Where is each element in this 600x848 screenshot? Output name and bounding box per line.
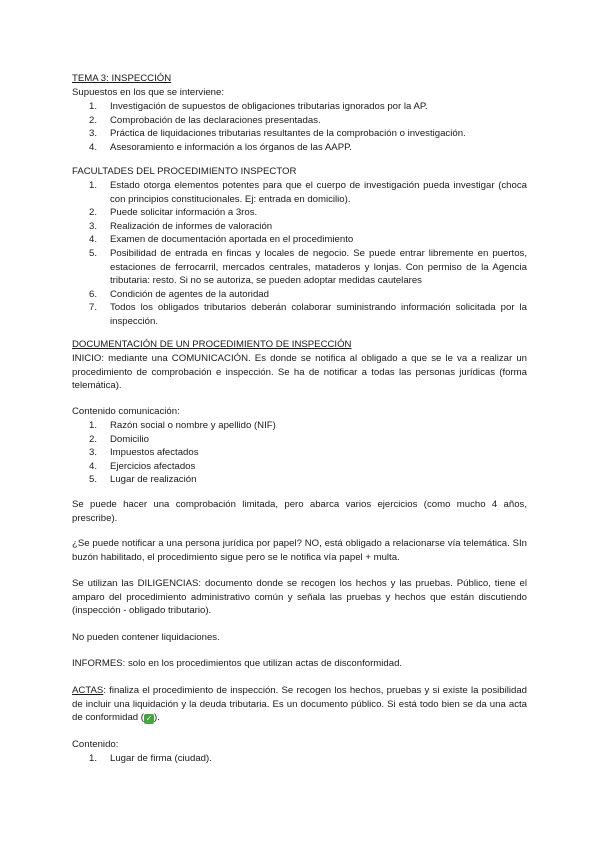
list-item: 5. Lugar de realización (89, 474, 197, 486)
supuestos-heading: Supuestos en los que se interviene: (72, 87, 225, 98)
facultades-list (72, 179, 527, 329)
list-item: 2. Puede solicitar información a 3ros. (89, 207, 258, 219)
contenido-acta-heading: Contenido: (72, 739, 119, 750)
actas-paragraph: ACTAS: finaliza el procedimiento de inspección. Se recogen los hechos, pruebas y si existe la posibilidad de incluir una liquidación y la deuda tributaria. Es un documento público. Si está todo bien se da una acta de conformidad ( ✓ ). (72, 685, 527, 724)
actas-label: ACTAS (72, 685, 104, 696)
list-item: 3. Impuestos afectados (89, 447, 199, 459)
list-item: 4. Examen de documentación aportada en el procedimiento (89, 234, 354, 246)
liquidaciones-paragraph: No pueden contener liquidaciones. (72, 632, 220, 643)
documentacion-heading: DOCUMENTACIÓN DE UN PROCEDIMIENTO DE INSPECCIÓN (72, 339, 352, 350)
diligencias-paragraph: Se utilizan las DILIGENCIAS: documento donde se recogen los hechos y las pruebas. Público, tiene el amparo del procedimiento administrativo común y señala las pruebas y hechos que están discutiendo (inspección - obligado tributario). (72, 578, 527, 617)
inicio-paragraph: INICIO: mediante una COMUNICACIÓN. Es donde se notifica al obligado a que se le va a realizar un procedimiento de comprobación e inspección. Se ha de notificar a todas las personas jurídicas (forma telemática). (72, 353, 527, 392)
list-item: 1. Investigación de supuestos de obligaciones tributarias ignorados por la AP. (89, 101, 428, 112)
list-item: 4. Ejercicios afectados (89, 460, 196, 472)
contenido-acta-list (72, 752, 527, 766)
list-item: 4. Asesoramiento e información a los órganos de las AAPP. (89, 141, 352, 153)
list-item: 5. Posibilidad de entrada en fincas y locales de negocio. Se puede entrar libremente en puertos, estaciones de ferrocarril, mercados centrales, mataderos y lonjas. Con permiso de la Agencia tributaria: resto. Si no se autoriza, se pueden adoptar medidas cautelares (89, 247, 527, 287)
list-item: 3. Práctica de liquidaciones tributarias resultantes de la comprobación o investigación. (89, 128, 466, 140)
list-item: 3. Realización de informes de valoración (89, 220, 273, 232)
list-item: 1. Razón social o nombre y apellido (NIF) (89, 420, 276, 431)
informes-paragraph: INFORMES: solo en los procedimientos que utilizan actas de disconformidad. (72, 658, 403, 669)
list-item: 7. Todos los obligados tributarios deberán colaborar suministrando información solicitada por la inspección. (89, 302, 527, 327)
facultades-heading: FACULTADES DEL PROCEDIMIENTO INSPECTOR (72, 166, 297, 177)
list-item: 2. Comprobación de las declaraciones presentadas. (89, 114, 321, 126)
comprobacion-paragraph: Se puede hacer una comprobación limitada, pero abarca varios ejercicios (como mucho 4 años, prescribe). (72, 499, 527, 524)
list-item: 2. Domicilio (89, 433, 149, 445)
contenido-comunicacion-list (72, 419, 527, 487)
supuestos-list (72, 100, 527, 154)
contenido-comunicacion-heading: Contenido comunicación: (72, 406, 180, 417)
notificar-paragraph: ¿Se puede notificar a una persona jurídica por papel? NO, está obligado a relacionarse vía telemática. SIn buzón habilitado, el procedimiento sigue pero se le notifica vía papel + multa. (72, 538, 527, 563)
list-item: 6. Condición de agentes de la autoridad (89, 288, 269, 300)
list-item: 1. Estado otorga elementos potentes para que el cuerpo de investigación pueda investigar (choca con principios constitucionales. Ej: entrada en domicilio). (89, 180, 527, 205)
list-item: 1. Lugar de firma (ciudad). (89, 753, 212, 764)
check-mark-icon: ✓ (145, 714, 153, 724)
page-title: TEMA 3: INSPECCIÓN (72, 73, 172, 84)
